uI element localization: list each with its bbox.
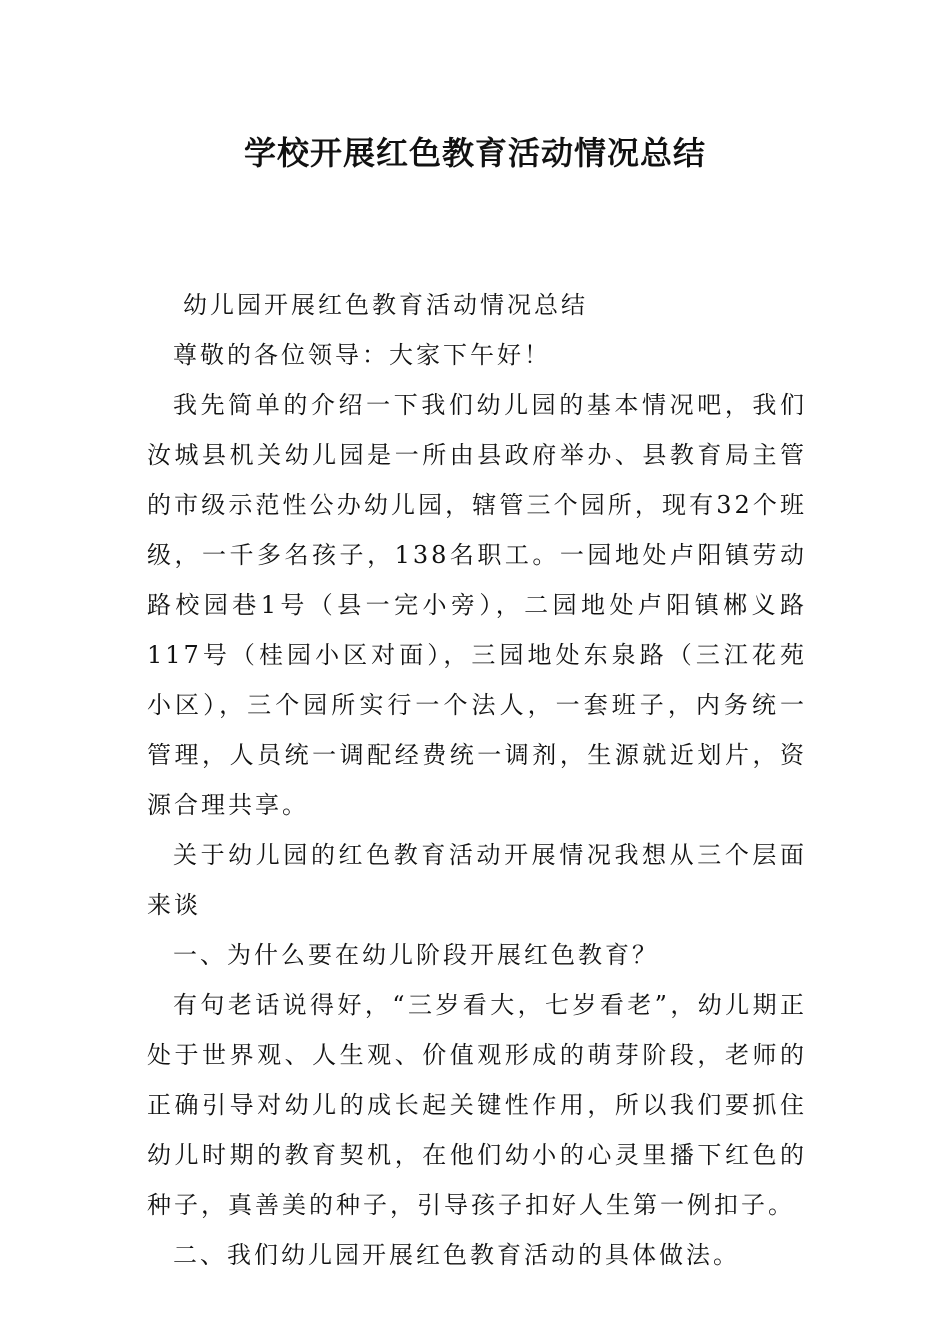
paragraph-heading-two: 二、我们幼儿园开展红色教育活动的具体做法。 — [173, 1241, 740, 1269]
paragraph-early-education: 有句老话说得好，“三岁看大，七岁看老”，幼儿期正处于世界观、人生观、价值观形成的萌芽阶段，老师的正确引导对幼儿的成长起关键性作用，所以我们要抓住幼儿时期的教育契机，在他们幼小的心灵里播下红色的种子，真善美的种子，引导孩子扣好人生第一例扣子。 — [147, 991, 807, 1219]
document-body — [147, 280, 807, 1280]
paragraph-three-levels: 关于幼儿园的红色教育活动开展情况我想从三个层面来谈 — [147, 841, 807, 919]
paragraph-greeting: 尊敬的各位领导：大家下午好！ — [173, 341, 551, 369]
document-title: 学校开展红色教育活动情况总结 — [243, 134, 706, 172]
paragraph-heading-one: 一、为什么要在幼儿阶段开展红色教育？ — [173, 941, 659, 969]
paragraph-introduction: 我先简单的介绍一下我们幼儿园的基本情况吧，我们汝城县机关幼儿园是一所由县政府举办、县教育局主管的市级示范性公办幼儿园，辖管三个园所，现有32个班级，一千多名孩子，138名职工。一园地处卢阳镇劳动路校园巷1号（县一完小旁），二园地处卢阳镇郴义路117号（桂园小区对面），三园地处东泉路（三江花苑小区），三个园所实行一个法人，一套班子，内务统一管理，人员统一调配经费统一调剂，生源就近划片，资源合理共享。 — [147, 391, 807, 819]
paragraph-subtitle: 幼儿园开展红色教育活动情况总结 — [183, 291, 588, 319]
